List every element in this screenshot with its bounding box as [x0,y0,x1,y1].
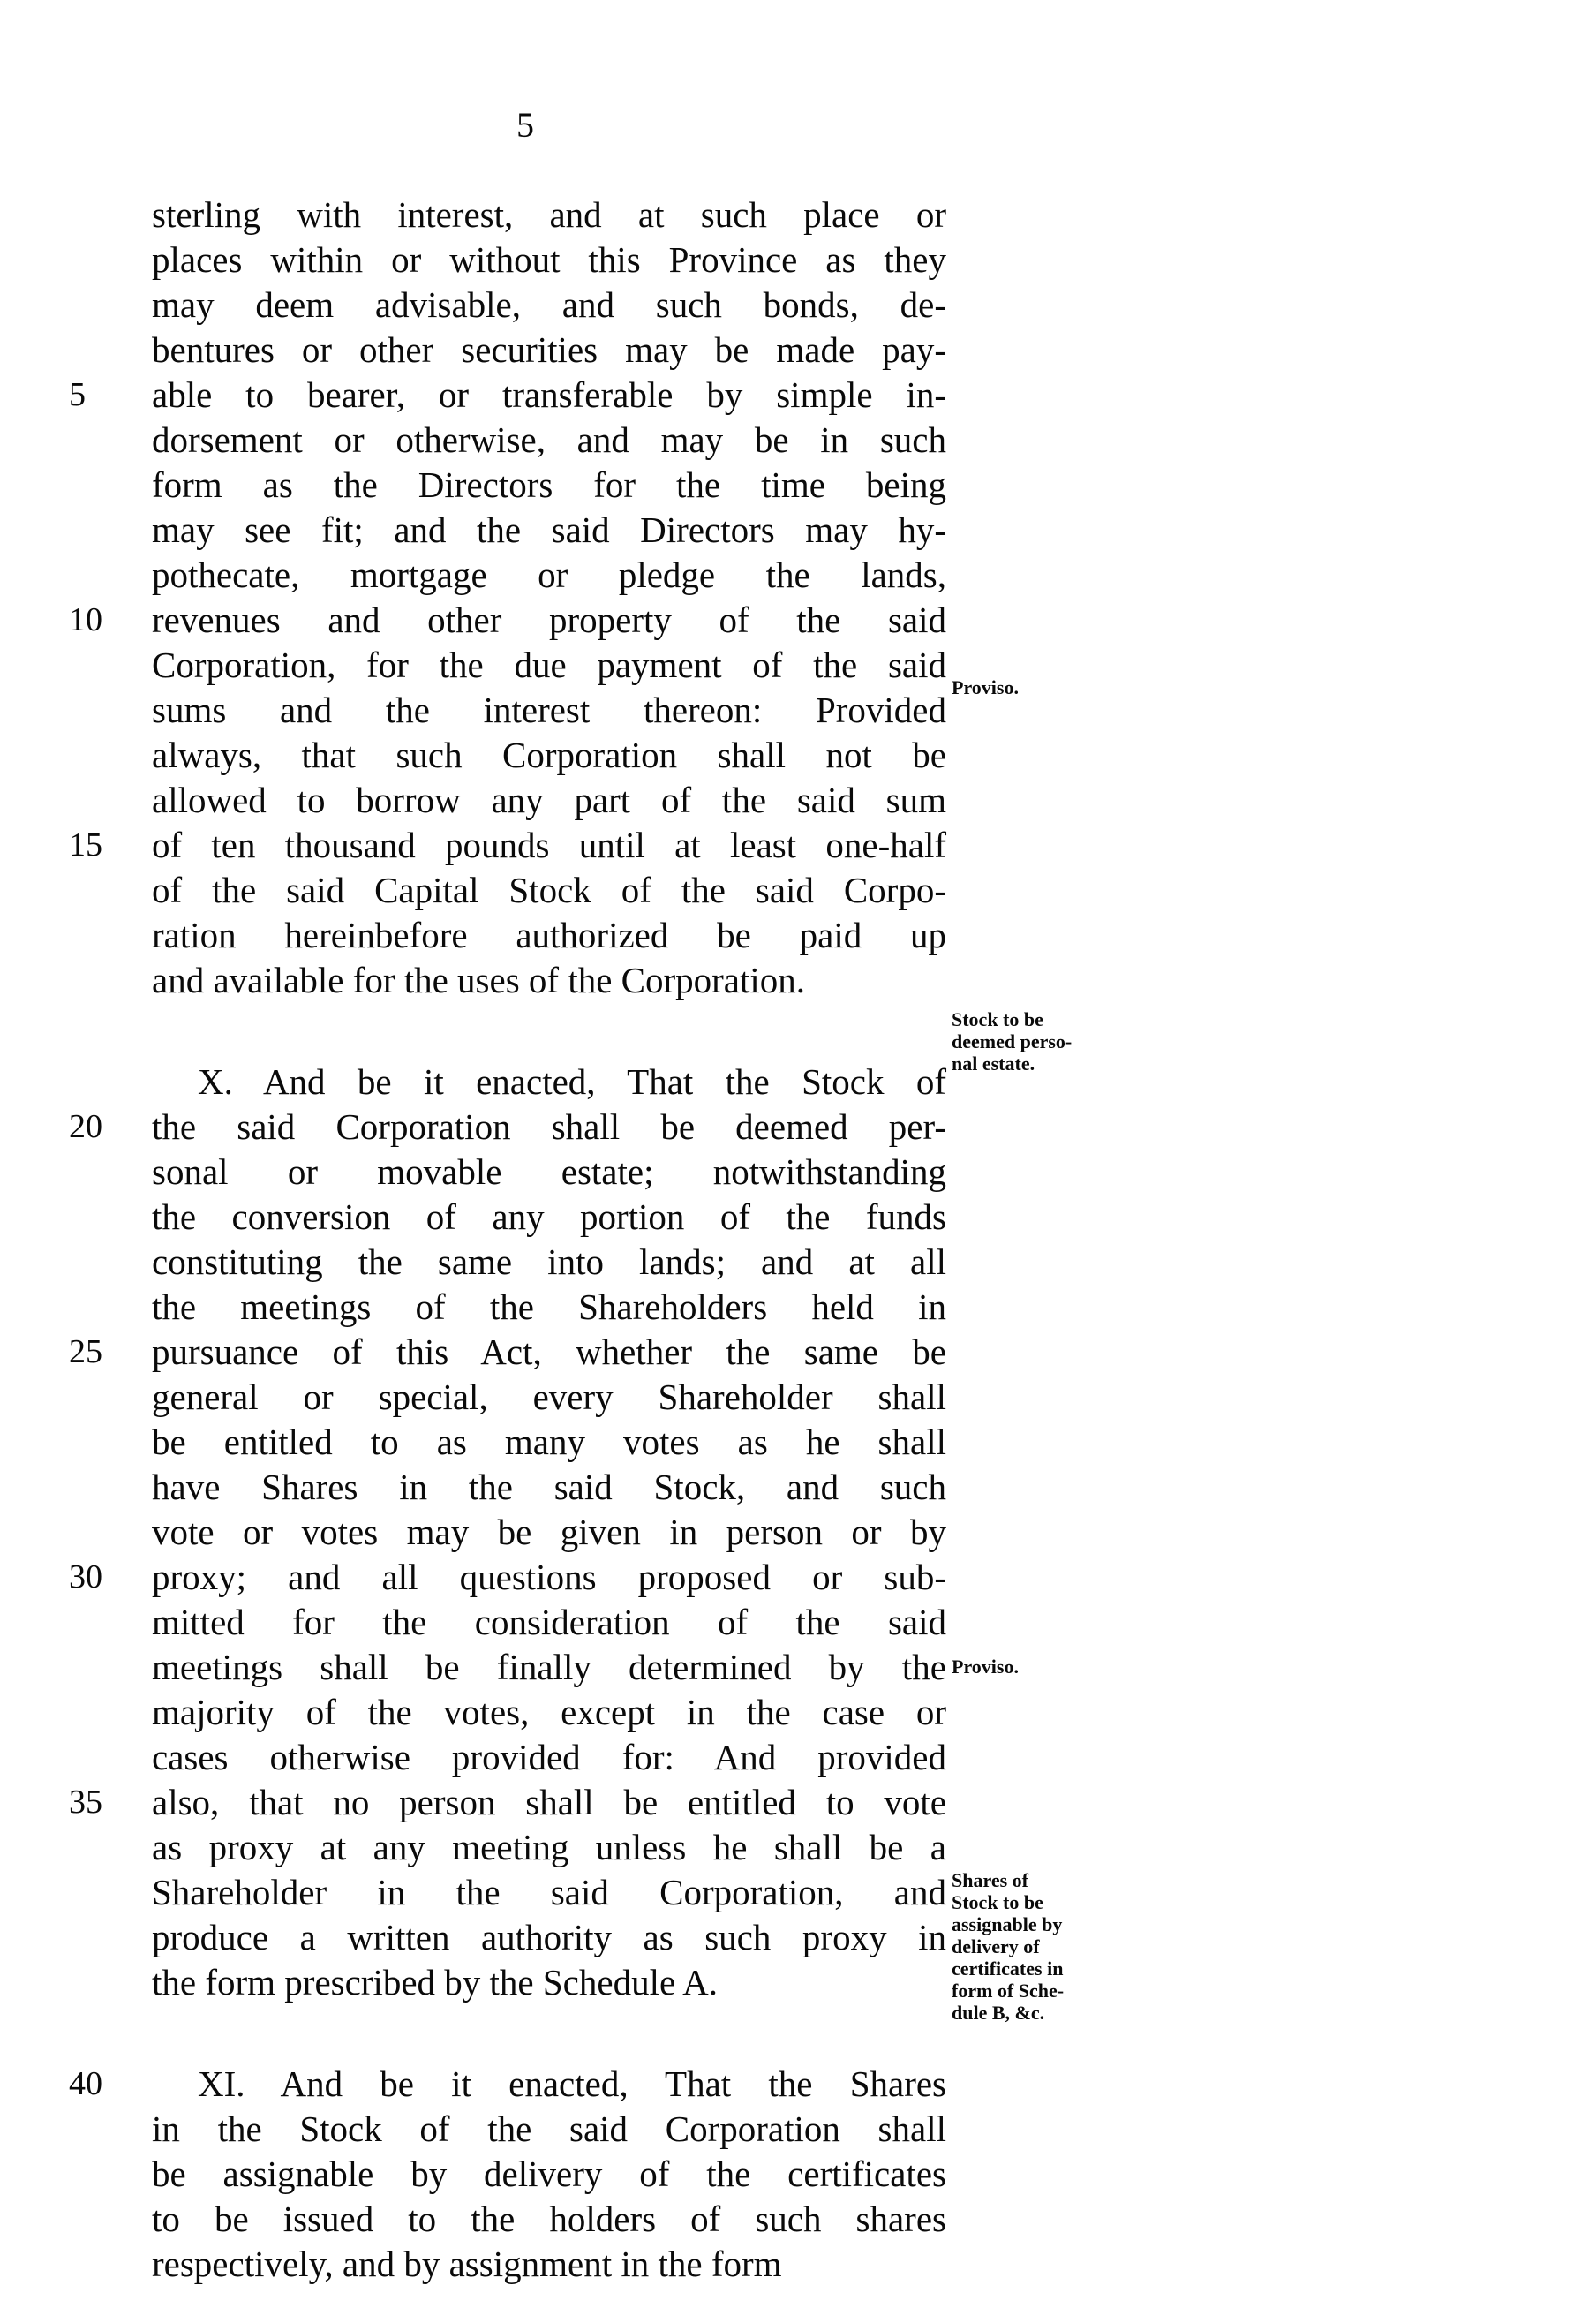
margin-note-proviso-2 [952,1656,1019,1678]
text-line: meetings shall be finally determined by the [152,1647,946,1687]
margin-note-line: Shares of [952,1869,1028,1891]
text-line: as proxy at any meeting unless he shall be a [152,1827,946,1867]
text-line: produce a written authority as such proxy in [152,1917,946,1957]
paragraph [69,1060,946,2005]
line-number: 20 [69,1108,102,1145]
text-line: the conversion of any portion of the funds [152,1196,946,1237]
text-line: and available for the uses of the Corporation. [152,960,806,1000]
text-line: be assignable by delivery of the certificates [152,2153,946,2194]
text-line: also, that no person shall be entitled to vote 35 [152,1780,946,1825]
text-line: in the Stock of the said Corporation shall [152,2108,946,2149]
text-line: sterling with interest, and at such place or [152,194,946,235]
text-line: places within or without this Province as they [152,239,946,280]
line-number: 25 [69,1333,102,1370]
margin-note-line: certificates in [952,1957,1064,1980]
text-line: general or special, every Shareholder shall [152,1377,946,1417]
text-line: pothecate, mortgage or pledge the lands, [152,554,946,595]
text-line: X. And be it enacted, That the Stock of [198,1061,946,1102]
line-number: 10 [69,601,102,638]
text-line: to be issued to the holders of such shares [152,2199,946,2239]
text-line: sums and the interest thereon: Provided [152,690,946,730]
text-line: may deem advisable, and such bonds, de- [152,284,946,325]
line-number: 5 [69,376,86,413]
text-line: revenues and other property of the said 10 [152,598,946,643]
text-line: of ten thousand pounds until at least one-half 15 [152,823,946,868]
body-column [69,192,946,2287]
text-line: always, that such Corporation shall not be [152,735,946,775]
margin-note-line: assignable by [952,1913,1063,1935]
text-line: Corporation, for the due payment of the said [152,645,946,685]
margin-note-line: form of Sche- [952,1980,1065,2002]
margin-note-shares-assignable [952,1869,1064,2024]
margin-note-line: delivery of [952,1935,1040,1957]
page-number: 5 [516,105,535,145]
text-line: sonal or movable estate; notwithstanding [152,1151,946,1192]
text-line: pursuance of this Act, whether the same be 25 [152,1330,946,1375]
text-line: able to bearer, or transferable by simple in- 5 [152,373,946,418]
text-line: of the said Capital Stock of the said Corpo- [152,870,946,910]
text-line: constituting the same into lands; and at all [152,1241,946,1282]
text-line: allowed to borrow any part of the said sum [152,780,946,820]
text-line: XI. And be it enacted, That the Shares 40 [152,2062,946,2107]
margin-note-proviso-1 [952,676,1019,698]
margin-note-line: Stock to be [952,1891,1043,1913]
margin-note-line: dule B, &c. [952,2002,1045,2024]
text-line: Shareholder in the said Corporation, and [152,1872,946,1912]
margin-note-line: nal estate. [952,1052,1035,1075]
text-line: be entitled to as many votes as he shall [152,1422,946,1462]
margin-note-line: Stock to be [952,1008,1043,1030]
text-line: bentures or other securities may be made pay- [152,329,946,370]
text-line: dorsement or otherwise, and may be in such [152,419,946,460]
text-line: the said Corporation shall be deemed per- 20 [152,1105,946,1150]
text-line: may see fit; and the said Directors may hy- [152,509,946,550]
text-line: have Shares in the said Stock, and such [152,1467,946,1507]
paragraph [69,2062,946,2287]
margin-note-stock-personal-estate [952,1008,1072,1075]
text-line: respectively, and by assignment in the form [152,2244,782,2284]
text-line: the meetings of the Shareholders held in [152,1286,946,1327]
margin-note-line: Proviso. [952,676,1019,698]
text-line: the form prescribed by the Schedule A. [152,1962,719,2003]
line-number: 40 [69,2065,102,2102]
margin-note-line: Proviso. [952,1656,1019,1678]
text-line: cases otherwise provided for: And provided [152,1737,946,1777]
line-number: 30 [69,1558,102,1595]
line-number: 35 [69,1784,102,1821]
text-line: ration hereinbefore authorized be paid up [152,915,946,955]
margin-note-line: deemed perso- [952,1030,1073,1052]
paragraph [69,192,946,1003]
text-line: majority of the votes, except in the case or [152,1692,946,1732]
text-line: mitted for the consideration of the said [152,1602,946,1642]
line-number: 15 [69,826,102,864]
text-line: proxy; and all questions proposed or sub- 30 [152,1555,946,1600]
text-line: vote or votes may be given in person or by [152,1512,946,1552]
text-line: form as the Directors for the time being [152,464,946,505]
